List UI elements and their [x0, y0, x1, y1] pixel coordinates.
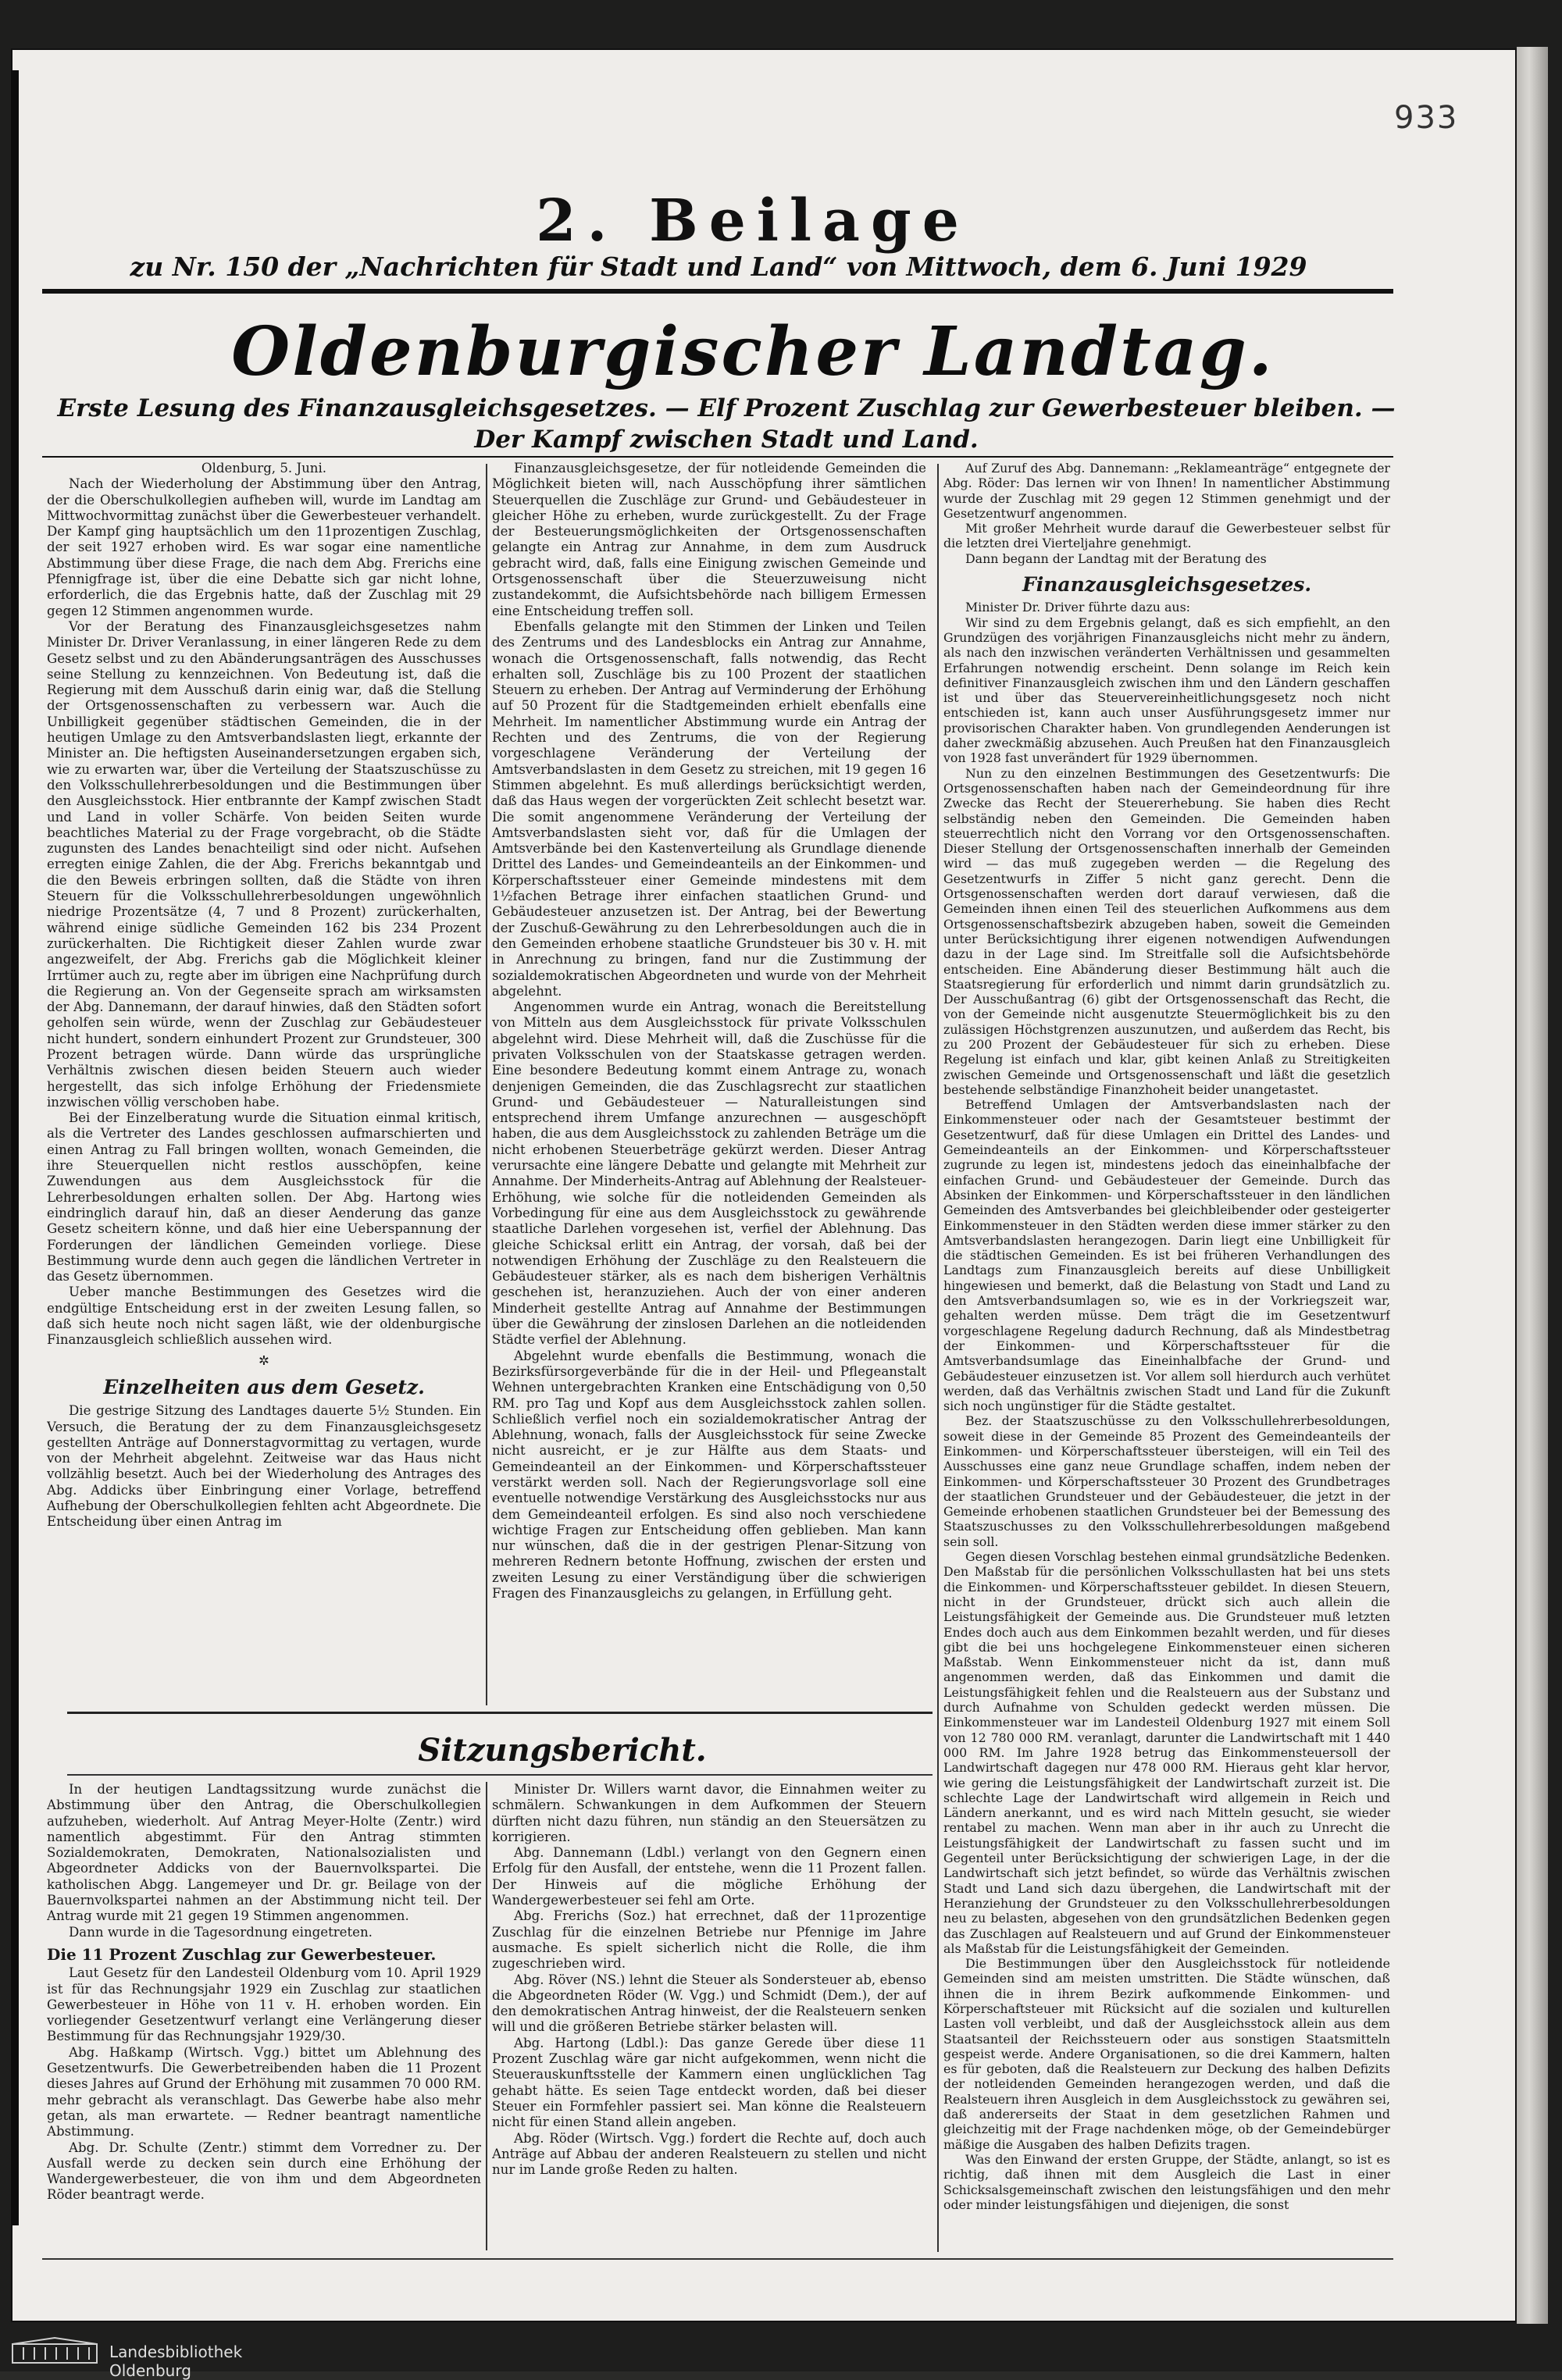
- column-divider: [937, 464, 939, 2252]
- page-edge: [1517, 47, 1548, 2324]
- paragraph: Abg. Dannemann (Ldbl.) verlangt von den Gegnern einen Erfolg für den Ausfall, der entstehe, wenn die 11 Prozent fallen. Der Hinweis auf die mögliche Erhöhung der Wandergewerbesteuer sei fehl am Orte.: [492, 1845, 926, 1908]
- sitzung-column-1: [47, 1782, 481, 2250]
- article-title: Oldenburgischer Landtag.: [231, 312, 1275, 391]
- column-3: [943, 461, 1390, 2249]
- sitzung-column-2: [492, 1782, 926, 2250]
- paragraph: Wir sind zu dem Ergebnis gelangt, daß es sich empfiehlt, an den Grundzügen des vorjährigen Finanzausgleichs nicht mehr zu ändern, als nach den inzwischen veränderten Verhältnissen und gesammelten Erfahrungen notwendig erscheint. Denn solange im Reich kein definitiver Finanzausgleich zwischen ihm und den Ländern geschaffen ist und über das Steuervereinheitlichungsgesetz noch nicht entschieden ist, kann auch unser Ausführungsgesetz immer nur provisorischen Charakter haben. Von grundlegenden Aenderungen ist daher zweckmäßig abzusehen. Auch Preußen hat den Finanzausgleich von 1928 fast unverändert für 1929 übernommen.: [943, 615, 1390, 766]
- paragraph: Laut Gesetz für den Landesteil Oldenburg vom 10. April 1929 ist für das Rechnungsjahr 1929 ein Zuschlag zur staatlichen Gewerbesteuer in Höhe von 11 v. H. erhoben worden. Ein vorliegender Gesetzentwurf verlangt eine Verlängerung dieser Bestimmung für das Rechnungsjahr 1929/30.: [47, 1965, 481, 2044]
- bottom-rule: [42, 2258, 1393, 2260]
- issue-subheading: zu Nr. 150 der „Nachrichten für Stadt und Land“ von Mittwoch, dem 6. Juni 1929: [130, 251, 1307, 282]
- paragraph: Die Bestimmungen über den Ausgleichsstock für notleidende Gemeinden sind am meisten umstritten. Die Städte wünschen, daß ihnen die in ihrem Bezirk aufkommende Einkommen- und Körperschaftsteuer mit Rücksicht auf die sozialen und kulturellen Lasten voll verbleibt, und daß der Ausgleichsstock allein aus dem Staatsanteil der Reichssteuern oder aus sonstigen Staatsmitteln gespeist werde. Andere Organisationen, so die drei Kammern, halten es für geboten, daß die Realsteuern zur Deckung des halben Defizits der notleidenden Gemeinden herangezogen werden, und daß die Realsteuern ihren Ausgleich in dem Ausgleichsstock zu gewähren sei, daß andererseits der Staat in dem gesetzlichen Rahmen und gleichzeitig mit der Frage nachdenken möge, ob der Gemeindebürger mäßige die Ausgaben des halben Defizits tragen.: [943, 1956, 1390, 2152]
- section-rule: [67, 1712, 933, 1714]
- section-title: Einzelheiten aus dem Gesetz.: [103, 1375, 425, 1398]
- headline-rule: [42, 456, 1393, 458]
- paragraph: Abg. Röver (NS.) lehnt die Steuer als Sondersteuer ab, ebenso die Abgeordneten Röder (W. Vgg.) und Schmidt (Dem.), der auf den demokratischen Antrag hinweist, der die Realsteuern senken will und die größeren Betriebe stärker belasten will.: [492, 1972, 926, 2035]
- paragraph: Ueber manche Bestimmungen des Gesetzes wird die endgültige Entscheidung erst in der zweiten Lesung fallen, so daß sich heute noch nicht sagen läßt, wie der oldenburgische Finanzausgleich schließlich aussehen wird.: [47, 1284, 481, 1348]
- paragraph: Bei der Einzelberatung wurde die Situation einmal kritisch, als die Vertreter des Landes geschlossen aufmarschierten und einen Antrag zu Fall bringen wollten, wonach Gemeinden, die ihre Steuerquellen nicht restlos ausschöpfen, keine Zuwendungen aus dem Ausgleichsstock für die Lehrerbesoldungen erhalten sollen. Der Abg. Hartong wies eindringlich darauf hin, daß an dieser Aenderung das ganze Gesetz scheitern könne, und daß hier eine Ueberspannung der Forderungen der ländlichen Gemeinden vorliege. Diese Bestimmung wurde denn auch gegen die ländlichen Vertreter in das Gesetz übernommen.: [47, 1110, 481, 1284]
- paragraph: Abg. Dr. Schulte (Zentr.) stimmt dem Vorredner zu. Der Ausfall werde zu decken sein durch eine Erhöhung der Wandergewerbesteuer, die von ihm und dem Abgeordneten Röder beantragt werde.: [47, 2140, 481, 2203]
- paragraph: Angenommen wurde ein Antrag, wonach die Bereitstellung von Mitteln aus dem Ausgleichsstock für private Volksschulen abgelehnt wird. Diese Mehrheit will, daß die Zuschüsse für die privaten Volksschulen von der Staatskasse getragen werden. Eine besondere Bedeutung kommt einem Antrage zu, wonach denjenigen Gemeinden, die das Zuschlagsrecht zur staatlichen Grund- und Gebäudesteuer — Naturalleistungen sind entsprechend ihrem Umfange anzurechnen — ausgeschöpft haben, die aus dem Ausgleichsstock zu zahlenden Beträge um die nicht erhobenen Steuerbeträge gekürzt werden. Dieser Antrag verursachte eine längere Debatte und gelangte mit Mehrheit zur Annahme. Der Minderheits-Antrag auf Ablehnung der Realsteuer-Erhöhung, wie solche für die notleidenden Gemeinden als Vorbedingung für eine aus dem Ausgleichsstock zu gewährende staatliche Darlehen vorgesehen ist, verfiel der Ablehnung. Das gleiche Schicksal erlitt ein Antrag, der vorsah, daß bei der notwendigen Erhöhung der Zuschläge zu den Realsteuern die Gebäudesteuer stärker, als es nach dem bisherigen Verhältnis geschehen ist, heranzuziehen. Auch der von einer anderen Minderheit gestellte Antrag auf Annahme der Bestimmungen über die Gewährung der zinslosen Darlehen an die notleidenden Städte verfiel der Ablehnung.: [492, 999, 926, 1348]
- article-headline: Erste Lesung des Finanzausgleichsgesetzes. — Elf Prozent Zuschlag zur Gewerbesteuer bleiben. — Der Kampf zwischen Stadt und Land.: [57, 394, 1396, 454]
- paragraph: Nach der Wiederholung der Abstimmung über den Antrag, der die Oberschulkollegien aufheben will, wurde im Landtag am Mittwochvormittag zunächst über die Gewerbesteuer verhandelt. Der Kampf ging hauptsächlich um den 11prozentigen Zuschlag, der seit 1927 erhoben wird. Es war sogar eine namentliche Abstimmung über diese Frage, die nach dem Abg. Frerichs eine Pfennigfrage ist, über die eine Debatte sich gar nicht lohne, erforderlich, die das Ergebnis hatte, daß der Zuschlag mit 29 gegen 12 Stimmen angenommen wurde.: [47, 476, 481, 618]
- column-1: [47, 461, 481, 1710]
- library-stamp: [8, 2336, 320, 2380]
- paragraph: Abg. Frerichs (Soz.) hat errechnet, daß der 11prozentige Zuschlag für die einzelnen Betriebe nur Pfennige im Jahre ausmache. Es spielt sicherlich nicht die Rolle, die ihm zugeschrieben wird.: [492, 1908, 926, 1972]
- paragraph: Minister Dr. Driver führte dazu aus:: [965, 600, 1190, 615]
- paragraph: Abgelehnt wurde ebenfalls die Bestimmung, wonach die Bezirksfürsorgeverbände für die in der Heil- und Pflegeanstalt Wehnen untergebrachten Kranken eine Entschädigung von 0,50 RM. pro Tag und Kopf aus dem Ausgleichsstock zahlen sollen. Schließlich verfiel noch ein sozialdemokratischer Antrag der Ablehnung, wonach, falls der Ausgleichsstock für seine Zwecke nicht ausreicht, er je zur Hälfte aus dem Staats- und Gemeindeanteil an der Einkommen- und Körperschaftssteuer verstärkt werden soll. Nach der Regierungsvorlage soll eine eventuelle notwendige Verstärkung des Ausgleichsstocks nur aus dem Gemeindeanteil erfolgen. Es sind also noch verschiedene wichtige Fragen zur Entscheidung offen geblieben. Man kann nur wünschen, daß die in der gestrigen Plenar-Sitzung von mehreren Rednern betonte Hoffnung, zwischen der ersten und zweiten Lesung zu einer Verständigung über die schwierigen Fragen des Finanzausgleichs zu gelangen, in Erfüllung geht.: [492, 1348, 926, 1602]
- section-star: ✲: [259, 1352, 269, 1368]
- column-2: [492, 461, 926, 1710]
- subsection-title: Die 11 Prozent Zuschlag zur Gewerbesteuer.: [47, 1944, 437, 1964]
- paragraph: Vor der Beratung des Finanzausgleichsgesetzes nahm Minister Dr. Driver Veranlassung, in einer längeren Rede zu dem Gesetz selbst und zu den Abänderungsanträgen des Ausschusses seine Stellung zu kennzeichnen. Von Bedeutung ist, daß die Regierung mit dem Ausschuß darin einig war, daß die Stellung der Ortsgenossenschaften zu verbessern war. Auch die Unbilligkeit gegenüber städtischen Gemeinden, die in der heutigen Umlage zu den Amtsverbandslasten liegt, erkannte der Minister an. Die heftigsten Auseinandersetzungen ergaben sich, wie zu erwarten war, über die Verteilung der Staatszuschüsse zu den Volksschullehrerbesoldungen und die Bestimmungen über den Ausgleichsstock. Hier entbrannte der Kampf zwischen Stadt und Land in voller Schärfe. Von beiden Seiten wurde beachtliches Material zu der Frage vorgebracht, ob die Städte zugunsten des Landes benachteiligt sind oder nicht. Aufsehen erregten einige Zahlen, die der Abg. Frerichs bekanntgab und die den Beweis erbringen sollten, daß die Städte von ihren Steuern für die Volksschullehrerbesoldungen ungewöhnlich niedrige Prozentsätze (4, 7 und 8 Prozent) zurückerhalten, während einige südliche Gemeinden 162 bis 234 Prozent zurückerhalten. Die Richtigkeit dieser Zahlen wurde zwar angezweifelt, der Abg. Frerichs gab die Möglichkeit kleiner Irrtümer auch zu, regte aber im übrigen eine Nachprüfung durch die Regierung an. Von der Gegenseite sprach am wirksamsten der Abg. Dannemann, der darauf hinwies, daß den Städten sofort geholfen sein würde, wenn der Zuschlag zur Gebäudesteuer nicht hundert, sondern einhundert Prozent zur Grundsteuer, 300 Prozent betragen würde. Dann würde das ursprüngliche Verhältnis zwischen diesen beiden Steuern auch wieder hergestellt, das sich infolge Erhöhung der Friedensmiete inzwischen völlig verschoben habe.: [47, 618, 481, 1110]
- paragraph: Finanzausgleichsgesetze, der für notleidende Gemeinden die Möglichkeit bieten will, nach Ausschöpfung ihrer sämtlichen Steuerquellen die Zuschläge zur Grund- und Gebäudesteuer in gleicher Höhe zu erheben, wurde zurückgestellt. Zu der Frage der Besteuerungsmöglichkeiten der Ortsgenossenschaften gelangte ein Antrag zur Annahme, in dem zum Ausdruck gebracht wird, daß, falls eine Einigung zwischen Gemeinde und Ortsgenossenschaft über die Steuerzuweisung nicht zustandekommt, die Aufsichtsbehörde nach billigem Ermessen eine Entscheidung treffen soll.: [492, 461, 926, 618]
- paragraph: Betreffend Umlagen der Amtsverbandslasten nach der Einkommensteuer oder nach der Gesamtsteuer bestimmt der Gesetzentwurf, daß für diese Umlagen ein Drittel des Landes- und Gemeindeanteils an der Einkommen- und Körperschaftssteuer zugrunde zu legen ist, mindestens jedoch das eineinhalbfache der einfachen Grund- und Gebäudesteuer der Gemeinde. Durch das Absinken der Einkommen- und Körperschaftssteuer in den ländlichen Gemeinden des Amtsverbandes bei gleichbleibender oder gesteigerter Einkommensteuer in den Städten werden diese immer stärker zu den Amtsverbandslasten herangezogen. Darin liegt eine Unbilligkeit für die städtischen Gemeinden. Es ist bei früheren Verhandlungen des Landtags zum Finanzausgleich bereits auf diese Unbilligkeit hingewiesen und bemerkt, daß die Belastung von Stadt und Land zu den Amtsverbandsumlagen so, wie es in der Vorkriegszeit war, gehalten werden müsse. Dem trägt die im Gesetzentwurf vorgeschlagene Regelung dadurch Rechnung, daß als Mindestbetrag der Einkommen- und Körperschaftssteuer für die Amtsverbandsumlage das Eineinhalbfache der Grund- und Gebäudesteuer einzusetzen ist. Vor allem soll hierdurch auch verhütet werden, daß das Verhältnis zwischen Stadt und Land für die Zukunft sich noch ungünstiger für die Städte gestaltet.: [943, 1097, 1390, 1414]
- paragraph: Die gestrige Sitzung des Landtages dauerte 5½ Stunden. Ein Versuch, die Beratung der zu dem Finanzausgleichsgesetz gestellten Anträge auf Donnerstagvormittag zu vertagen, wurde von der Mehrheit abgelehnt. Zeitweise war das Haus nicht vollzählig besetzt. Auch bei der Wiederholung des Antrages des Abg. Addicks über Einbringung einer Vorlage, betreffend Aufhebung der Oberschulkollegien fehlten acht Abgeordnete. Die Entscheidung über einen Antrag im: [47, 1403, 481, 1530]
- paragraph: Gegen diesen Vorschlag bestehen einmal grundsätzliche Bedenken. Den Maßstab für die persönlichen Volksschullasten hat bei uns stets die Einkommen- und Körperschaftssteuer gebildet. In diesen Steuern, nicht in der Grundsteuer, drückt sich auch allein die Leistungsfähigkeit der Gemeinde aus. Die Grundsteuer muß letzten Endes doch auch aus dem Einkommen bezahlt werden, und für dieses gibt die bei uns hochgelegene Einkommensteuer einen sicheren Maßstab. Wenn Einkommensteuer nicht da ist, dann muß angenommen werden, daß das Einkommen und damit die Leistungsfähigkeit fehlen und die Realsteuern aus der Substanz und durch Aufnahme von Schulden gedeckt werden müssen. Die Einkommensteuer war im Landesteil Oldenburg 1927 mit einem Soll von 12 780 000 RM. veranlagt, darunter die Landwirtschaft mit 1 440 000 RM. Im Jahre 1928 betrug das Einkommensteuersoll der Landwirtschaft dagegen nur 478 000 RM. Hieraus geht klar hervor, wie gering die Leistungsfähigkeit der Landwirtschaft zurzeit ist. Die schlechte Lage der Landwirtschaft wird allgemein in Reich und Ländern anerkannt, und es wird nach Mitteln gesucht, sie wieder rentabel zu machen. Wenn man aber in ihr auch zu Unrecht die Leistungsfähigkeit der Landwirtschaft zu fassen sucht und im Gegenteil unter Berücksichtigung der schwierigen Lage, in der die Landwirtschaft sich jetzt befindet, so würde das Verhältnis zwischen Stadt und Land sich dazu übergehen, die Landwirtschaft mit der Heranziehung der Grundsteuer zu den Volksschullehrerbesoldungen neu zu belasten, abgesehen von den grundsätzlichen Bedenken gegen das Zuschlagen auf Realsteuern und auf Grund der Einkommensteuer als Maßstab für die Leistungsfähigkeit der Gemeinden.: [943, 1549, 1390, 1956]
- paragraph: Dann begann der Landtag mit der Beratung des: [965, 550, 1267, 566]
- paragraph: Ebenfalls gelangte mit den Stimmen der Linken und Teilen des Zentrums und des Landesblocks ein Antrag zur Annahme, wonach die Ortsgenossenschaft, falls notwendig, das Recht erhalten soll, Zuschläge bis zu 100 Prozent der staatlichen Steuern zu erheben. Der Antrag auf Verminderung der Erhöhung auf 50 Prozent für die Stadtgemeinden erhielt ebenfalls eine Mehrheit. Im namentlicher Abstimmung wurde ein Antrag der Rechten und des Zentrums, die von der Regierung vorgeschlagene Veränderung der Verteilung der Amtsverbandslasten in dem Gesetz zu streichen, mit 19 gegen 16 Stimmen abgelehnt. Es muß allerdings berücksichtigt werden, daß das Haus wegen der vorgerückten Zeit schlecht besetzt war. Die somit angenommene Veränderung der Verteilung der Amtsverbandslasten sieht vor, daß für die Umlagen der Amtsverbände bei den Kastenverteilung als Grundlage dienende Drittel des Landes- und Gemeindeanteils an der Einkommen- und Körperschaftssteuer einer Gemeinde mindestens mit dem 1½fachen Betrage ihrer einfachen staatlichen Grund- und Gebäudesteuer anzusetzen ist. Der Antrag, bei der Bewertung der Zuschuß-Gewährung zu den Lehrerbesoldungen auch die in den Gemeinden erhobene staatliche Grundsteuer bis 30 v. H. mit in Anrechnung zu bringen, fand nur die Zustimmung der sozialdemokratischen Abgeordneten und wurde von der Mehrheit abgelehnt.: [492, 618, 926, 999]
- section-rule: [67, 1774, 933, 1776]
- paragraph: Abg. Hartong (Ldbl.): Das ganze Gerede über diese 11 Prozent Zuschlag wäre gar nicht aufgekommen, wenn nicht die Steuerauskunftsstelle der Kammern einen unglücklichen Tag gehabt hätte. Es seien Tage entdeckt worden, daß bei dieser Steuer ein Formfehler passiert sei. Man könne die Realsteuern nicht für einen Stand allein angeben.: [492, 2035, 926, 2130]
- page-number: 933: [1394, 100, 1459, 136]
- paragraph: Was den Einwand der ersten Gruppe, der Städte, anlangt, so ist es richtig, daß ihnen mit dem Ausgleich die Last in einer Schicksalsgemeinschaft zwischen den leistungsfähigen und den mehr oder minder leistungsfähigen und diejenigen, die sonst: [943, 2151, 1390, 2212]
- paragraph: Mit großer Mehrheit wurde darauf die Gewerbesteuer selbst für die letzten drei Vierteljahre genehmigt.: [943, 521, 1390, 551]
- masthead-rule: [42, 289, 1393, 294]
- paragraph: Abg. Haßkamp (Wirtsch. Vgg.) bittet um Ablehnung des Gesetzentwurfs. Die Gewerbetreibenden haben die 11 Prozent dieses Jahres auf Grund der Erhöhung mit zusammen 70 000 RM. mehr gebracht als veranschlagt. Das Gewerbe habe also mehr getan, als man erwartete. — Redner beantragt namentliche Abstimmung.: [47, 2044, 481, 2140]
- paragraph: Abg. Röder (Wirtsch. Vgg.) fordert die Rechte auf, doch auch Anträge auf Abbau der anderen Realsteuern zu stellen und nicht nur im Lande große Reden zu halten.: [492, 2130, 926, 2178]
- sitzung-title: Sitzungsbericht.: [418, 1732, 707, 1769]
- supplement-heading: 2. Beilage: [536, 187, 970, 255]
- paragraph: Bez. der Staatszuschüsse zu den Volksschullehrerbesoldungen, soweit diese in der Gemeinde 85 Prozent des Gemeindeanteils der Einkommen- und Körperschaftssteuer übersteigen, will ein Teil des Ausschusses eine ganz neue Grundlage schaffen, indem neben der Einkommen- und Körperschaftssteuer 30 Prozent des Grundbetrages der staatlichen Grundsteuer und der Gebäudesteuer, die jetzt in der Gemeinde erhobenen staatlichen Grundsteuer bei der Bemessung des Staatszuschusses zu den Volksschullehrerbesoldungen maßgebend sein soll.: [943, 1413, 1390, 1549]
- column-divider: [486, 464, 487, 1705]
- binding-spine: [11, 70, 19, 2225]
- paragraph: In der heutigen Landtagssitzung wurde zunächst die Abstimmung über den Antrag, die Oberschulkollegien aufzuheben, wiederholt. Auf Antrag Meyer-Holte (Zentr.) wird namentlich abgestimmt. Für den Antrag stimmten Sozialdemokraten, Demokraten, Nationalsozialisten und Abgeordneter Addicks von der Bauernvolkspartei. Die katholischen Abgg. Langemeyer und Dr. gr. Beilage von der Bauernvolkspartei nahmen an der Abstimmung nicht teil. Der Antrag wurde mit 21 gegen 19 Stimmen angenommen.: [47, 1782, 481, 1924]
- paragraph: Dann wurde in die Tagesordnung eingetreten.: [69, 1924, 373, 1940]
- section-title: Finanzausgleichsgesetzes.: [1022, 573, 1312, 597]
- dateline: Oldenburg, 5. Juni.: [201, 461, 327, 476]
- paragraph: Nun zu den einzelnen Bestimmungen des Gesetzentwurfs: Die Ortsgenossenschaften haben nach der Gemeindeordnung für ihre Zwecke das Recht der Steuererhebung. Sie haben dies Recht selbständig neben den Gemeinden. Die Gemeinden haben steuerrechtlich nicht den Vorrang vor den Ortsgenossenschaften. Dieser Stellung der Ortsgenossenschaften innerhalb der Gemeinden wird — das muß zugegeben werden — die Regelung des Gesetzentwurfs in Ziffer 5 nicht ganz gerecht. Denn die Ortsgenossenschaften werden dort darauf verwiesen, daß die Gemeinden ihnen einen Teil des steuerlichen Aufkommens aus dem Ortsgenossenschaftsbezirk abzugeben haben, soweit die Gemeinden unter Berücksichtigung ihrer eigenen notwendigen Aufwendungen dazu in der Lage sind. Im Streitfalle soll die Aufsichtsbehörde entscheiden. Eine Abänderung dieser Bestimmung hält auch die Staatsregierung für erforderlich und nimmt darin grundsätzlich zu. Der Ausschußantrag (6) gibt der Ortsgenossenschaft das Recht, die von der Gemeinde nicht ausgenutzte Steuermöglichkeit bis zu den zulässigen Höchstgrenzen auszunutzen, und außerdem das Recht, bis zu 200 Prozent der Gebäudesteuer für sich zu erheben. Diese Regelung ist einfach und klar, gibt keinen Anlaß zu Streitigkeiten zwischen Gemeinde und Ortsgenossenschaft und läßt die gesetzlich bestehende selbständige Finanzhoheit beider unangetastet.: [943, 765, 1390, 1097]
- library-name: Landesbibliothek Oldenburg: [109, 2343, 243, 2380]
- paragraph: Auf Zuruf des Abg. Dannemann: „Reklameanträge“ entgegnete der Abg. Röder: Das lernen wir von Ihnen! In namentlicher Abstimmung wurde der Zuschlag mit 29 gegen 12 Stimmen genehmigt und der Gesetzentwurf angenommen.: [943, 461, 1390, 521]
- paragraph: Minister Dr. Willers warnt davor, die Einnahmen weiter zu schmälern. Schwankungen in dem Aufkommen der Steuern dürften nicht dazu führen, nun ständig an den Steuersätzen zu korrigieren.: [492, 1782, 926, 1844]
- column-divider: [486, 1782, 487, 2250]
- library-building-icon: [8, 2336, 102, 2368]
